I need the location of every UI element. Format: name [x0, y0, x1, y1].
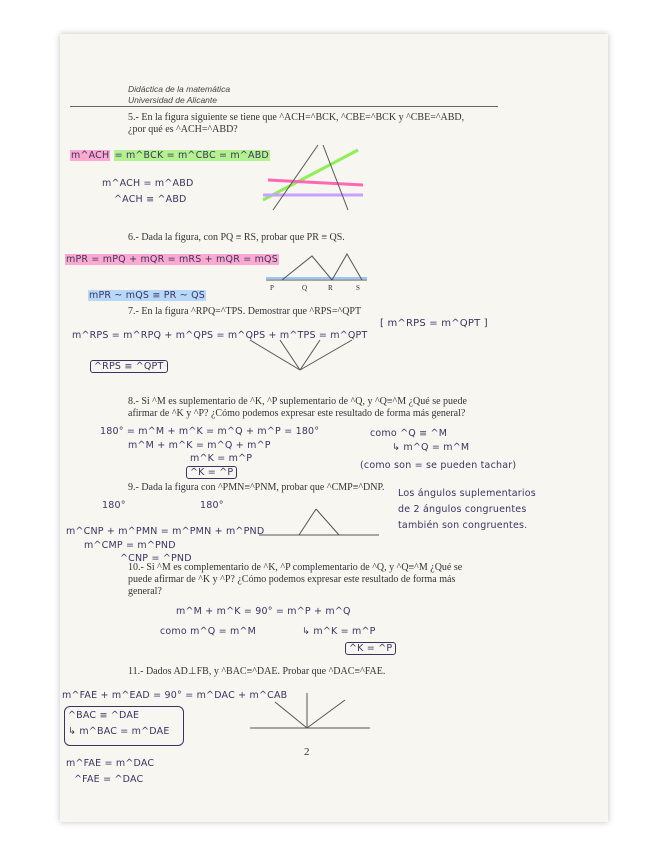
q8-hw5: como ^Q ≡ ^M — [370, 428, 448, 439]
q9-hw5: ^CNP = ^PND — [120, 553, 192, 564]
q7-hw1: m^RPS = m^RPQ + m^QPS = m^QPS + m^TPS = m^QPT — [72, 330, 368, 341]
header-line2: Universidad de Alicante — [128, 95, 217, 105]
header-line1: Didáctica de la matemática — [128, 84, 231, 94]
q5-line1: 5.- En la figura siguiente se tiene que ^ACH=^BCK, ^CBE=^BCK y ^CBE=^ABD, — [128, 112, 465, 123]
q9-hw2: 180° — [200, 500, 224, 511]
q6-text: 6.- Dada la figura, con PQ ≡ RS, probar que PR ≡ QS. — [128, 232, 345, 243]
q9-note1: Los ángulos suplementarios — [398, 488, 536, 499]
q8-line1: 8.- Si ^M es suplementario de ^K, ^P suplementario de ^Q, y ^Q≡^M ¿Qué se puede — [128, 396, 467, 407]
q6-label-p: P — [270, 284, 274, 292]
q11-text: 11.- Dados AD⊥FB, y ^BAC≡^DAE. Probar que ^DAC≡^FAE. — [128, 666, 386, 677]
q10-hw2: como m^Q = m^M — [160, 626, 257, 637]
q6-hw2: mPR ~ mQS ≡ PR ~ QS — [89, 290, 205, 301]
q10-hw4: ^K = ^P — [345, 642, 396, 655]
q8-hw3: m^K = m^P — [190, 453, 253, 464]
q7-hw2: ^RPS ≡ ^QPT — [90, 360, 168, 373]
q9-hw4: m^CMP = m^PND — [84, 540, 176, 551]
q5-hw2: m^ACH = m^ABD — [102, 178, 194, 189]
q11-hw3: ↳ m^BAC = m^DAE — [68, 726, 170, 737]
q11-figure — [245, 690, 375, 735]
q8-hw4: ^K = ^P — [186, 466, 237, 479]
q7-text: 7.- En la figura ^RPQ=^TPS. Demostrar que ^RPS=^QPT — [128, 306, 362, 317]
q6-label-q: Q — [302, 284, 308, 292]
q11-hw4: m^FAE = m^DAC — [66, 758, 155, 769]
q10-hw1: m^M + m^K = 90° = m^P + m^Q — [176, 606, 351, 617]
q9-figure — [254, 505, 384, 541]
q5-line2: ¿por qué es ^ACH=^ABD? — [128, 124, 238, 135]
q8-hw1: 180° = m^M + m^K = m^Q + m^P = 180° — [100, 426, 320, 437]
q9-hw1: 180° — [102, 500, 126, 511]
q10-hw3: ↳ m^K = m^P — [302, 626, 376, 637]
q8-hw2: m^M + m^K = m^Q + m^P — [128, 440, 271, 451]
q10-line1: 10.- Si ^M es complementario de ^K, ^P complementario de ^Q, y ^Q≡^M ¿Qué se — [128, 562, 463, 573]
header-divider — [70, 106, 498, 107]
q11-hw2: ^BAC ≡ ^DAE — [68, 710, 140, 721]
q10-line3: general? — [128, 586, 162, 597]
q8-line2: afirmar de ^K y ^P? ¿Cómo podemos expresar este resultado de forma más general? — [128, 408, 466, 419]
q9-note3: también son congruentes. — [398, 520, 528, 531]
q6-hw1: mPR = mPQ + mQR = mRS + mQR = mQS — [66, 254, 278, 265]
q6-label-s: S — [356, 284, 360, 292]
q8-hw6: ↳ m^Q = m^M — [392, 442, 470, 453]
q11-hw5: ^FAE = ^DAC — [74, 774, 144, 785]
q6-label-r: R — [328, 284, 333, 292]
q5-hw3: ^ACH ≡ ^ABD — [114, 194, 187, 205]
q7-figure — [240, 325, 360, 375]
q10-line2: puede afirmar de ^K y ^P? ¿Cómo podemos expresar este resultado de forma más — [128, 574, 456, 585]
q7-hw3: [ m^RPS = m^QPT ] — [380, 318, 488, 329]
q5-hw1: m^ACH = m^BCK = m^CBC = m^ABD — [71, 150, 269, 161]
q8-hw7: (como son = se pueden tachar) — [360, 460, 517, 471]
page-number: 2 — [304, 746, 310, 758]
q5-figure — [258, 140, 368, 215]
q9-text: 9.- Dada la figura con ^PMN≡^PNM, probar que ^CMP≡^DNP. — [128, 482, 385, 493]
q11-hw1: m^FAE + m^EAD = 90° = m^DAC + m^CAB — [62, 690, 288, 701]
q9-note2: de 2 ángulos congruentes — [398, 504, 527, 515]
q9-hw3: m^CNP + m^PMN = m^PMN + m^PND — [66, 526, 265, 537]
